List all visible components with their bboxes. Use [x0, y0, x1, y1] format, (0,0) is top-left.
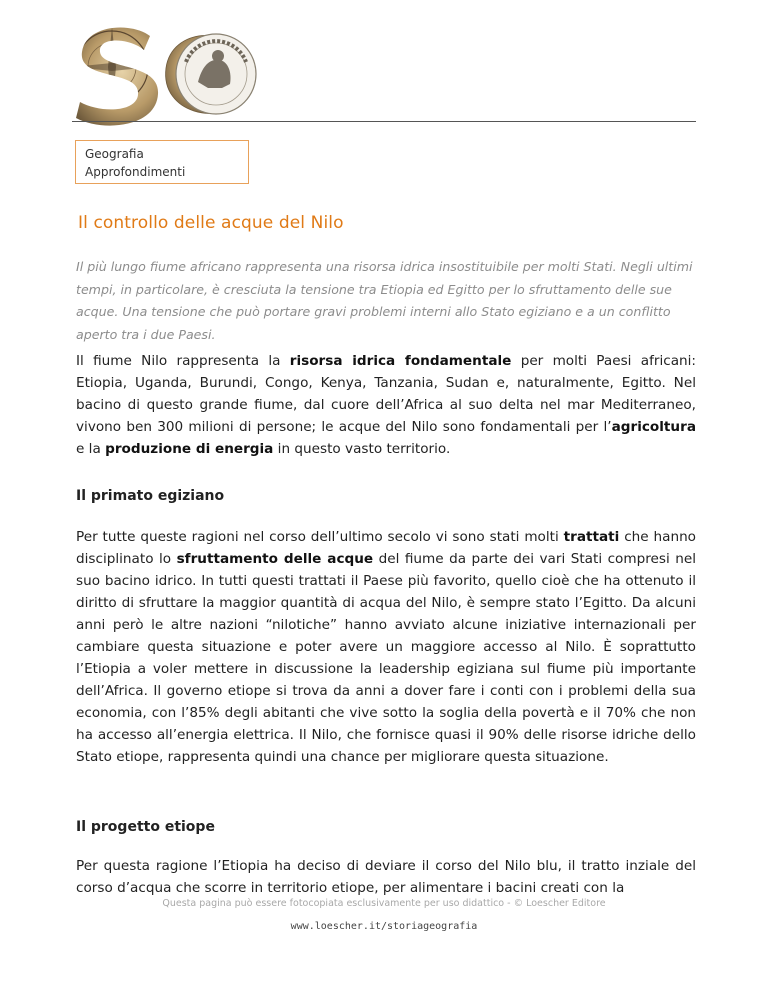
- progetto-paragraph: Per questa ragione l’Etiopia ha deciso di deviare il corso del Nilo blu, il tratto inziale del corso d’acqua che scorre in territorio etiope, per alimentare i bacini creati con la: [76, 858, 696, 896]
- highlight-agricoltura: agricoltura: [611, 419, 696, 435]
- highlight-produzione-energia: produzione di energia: [105, 441, 274, 457]
- publisher-logo: [72, 22, 262, 132]
- copyright-note: Questa pagina può essere fotocopiata esclusivamente per uso didattico - © Loescher Editore: [162, 898, 606, 909]
- highlight-trattati: trattati: [563, 529, 620, 545]
- header-divider: [72, 121, 696, 122]
- category-label-box: [75, 140, 249, 184]
- section-heading-primato: Il primato egiziano: [76, 488, 225, 504]
- intro-paragraph: Il fiume Nilo rappresenta la risorsa idrica fondamentale per molti Paesi africani: Etiopia, Uganda, Burundi, Congo, Kenya, Tanzania, Sudan e, naturalmente, Egitto. Nel bacino di questo grande fiume, dal cuore dell’Africa al suo delta nel mar Mediterraneo, vivono ben 300 milioni di persone; le acque del Nilo sono fondamentali per l’agricoltura e la produzione di energia in questo vasto territorio.: [76, 353, 696, 457]
- article-abstract: Il più lungo fiume africano rappresenta una risorsa idrica insostituibile per molti Stati. Negli ultimi tempi, in particolare, è cresciuta la tensione tra Etiopia ed Egitto per lo sfruttamento delle sue acque. Una tensione che può portare gravi problemi interni allo Stato egiziano e a un conflitto aperto tra i due Paesi.: [76, 259, 693, 342]
- highlight-sfruttamento: sfruttamento delle acque: [176, 551, 374, 567]
- highlight-risorsa-idrica: risorsa idrica fondamentale: [289, 353, 512, 369]
- category-type: Approfondimenti: [85, 165, 186, 179]
- article-title: Il controllo delle acque del Nilo: [78, 213, 344, 233]
- category-subject: Geografia: [85, 147, 144, 161]
- section-heading-progetto: Il progetto etiope: [76, 819, 215, 835]
- footer-link[interactable]: www.loescher.it/storiageografia: [290, 921, 478, 932]
- primato-paragraph: Per tutte queste ragioni nel corso dell’ultimo secolo vi sono stati molti trattati che hanno disciplinato lo sfruttamento delle acque del fiume da parte dei vari Stati compresi nel suo bacino idrico. In tutti questi trattati il Paese più favorito, quello cioè che ha ottenuto il diritto di sfruttare la maggior quantità di acqua del Nilo, è sempre stato l’Egitto. Da alcuni anni però le altre nazioni “nilotiche” hanno avviato alcune iniziative internazionali per cambiare questa situazione e poter avere un maggiore accesso al Nilo. È soprattutto l’Etiopia a voler mettere in discussione la leadership egiziana sul fiume più importante dell’Africa. Il governo etiope si trova da anni a dover fare i conti con i problemi della sua economia, con l’85% degli abitanti che vive sotto la soglia della povertà e il 70% che non ha accesso all’energia elettrica. Il Nilo, che fornisce quasi il 90% delle risorse idriche dello Stato etiope, rappresenta quindi una chance per migliorare questa situazione.: [76, 529, 696, 765]
